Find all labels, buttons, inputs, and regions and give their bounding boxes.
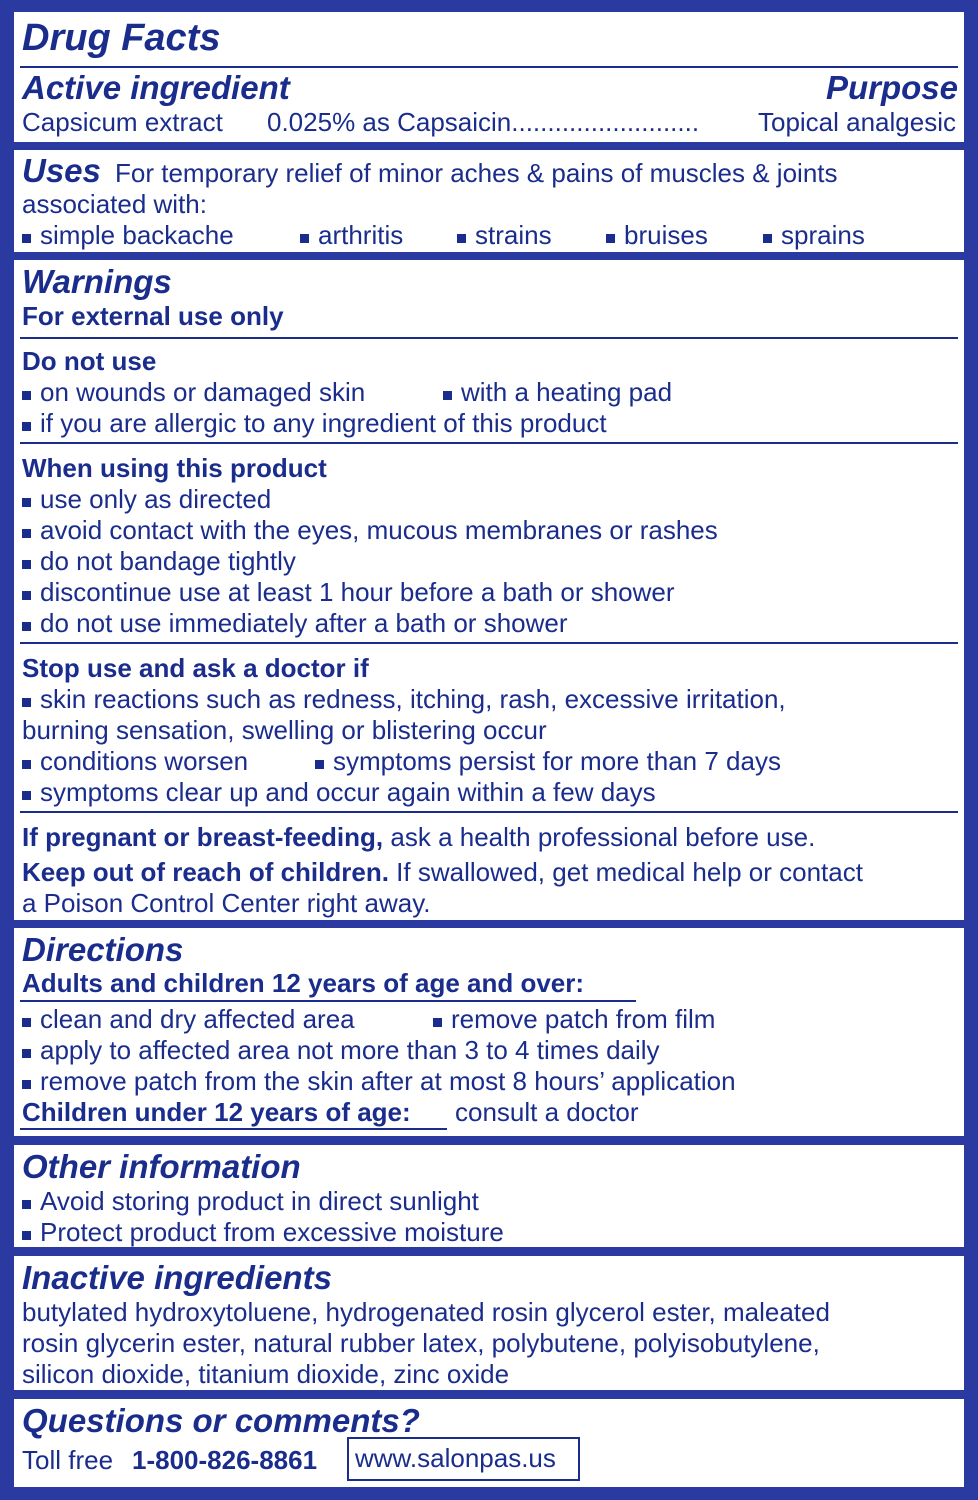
directions-children-bold: Children under 12 years of age:: [22, 1097, 411, 1127]
when-using-item: use only as directed: [22, 486, 271, 512]
inactive-ingredients-line: rosin glycerin ester, natural rubber latex, polybutene, polyisobutylene,: [22, 1328, 820, 1358]
warnings-divider: [20, 811, 958, 813]
keep-out-warning-text: If swallowed, get medical help or contact: [396, 857, 863, 887]
toll-free-label: Toll free: [22, 1445, 114, 1475]
directions-item: remove patch from film: [433, 1006, 715, 1032]
uses-item: simple backache: [22, 222, 234, 248]
uses-item: sprains: [763, 222, 865, 248]
keep-out-warning-line2: a Poison Control Center right away.: [22, 888, 431, 918]
active-ingredient-name: Capsicum extract: [22, 107, 223, 137]
directions-heading: Directions: [22, 931, 184, 968]
stop-use-item: symptoms clear up and occur again within a few days: [22, 779, 656, 805]
when-using-item: do not use immediately after a bath or shower: [22, 610, 568, 636]
questions-panel: [14, 1399, 964, 1487]
when-using-heading: When using this product: [22, 453, 327, 483]
do-not-use-item: if you are allergic to any ingredient of this product: [22, 410, 607, 436]
do-not-use-heading: Do not use: [22, 346, 157, 376]
inactive-ingredients-heading: Inactive ingredients: [22, 1259, 332, 1296]
uses-text-line2: associated with:: [22, 189, 207, 219]
when-using-item: discontinue use at least 1 hour before a bath or shower: [22, 579, 675, 605]
adults-underline: [20, 1000, 636, 1002]
title-divider: [20, 66, 958, 68]
other-information-item: Avoid storing product in direct sunlight: [22, 1188, 479, 1214]
directions-panel: [14, 928, 964, 1136]
inactive-ingredients-line: silicon dioxide, titanium dioxide, zinc oxide: [22, 1359, 510, 1389]
do-not-use-item: on wounds or damaged skin: [22, 379, 365, 405]
warnings-heading: Warnings: [22, 263, 172, 300]
inactive-ingredients-panel: [14, 1256, 964, 1390]
directions-adults: Adults and children 12 years of age and over:: [22, 968, 585, 998]
warnings-divider: [20, 337, 958, 339]
active-ingredient-heading: Active ingredient: [22, 69, 290, 106]
inactive-ingredients-line: butylated hydroxytoluene, hydrogenated rosin glycerol ester, maleated: [22, 1297, 830, 1327]
website-link[interactable]: www.salonpas.us: [355, 1443, 556, 1473]
uses-panel: [14, 150, 964, 252]
when-using-item: do not bandage tightly: [22, 548, 296, 574]
keep-out-warning-bold: Keep out of reach of children.: [22, 857, 389, 887]
pregnant-warning-bold: If pregnant or breast-feeding,: [22, 822, 384, 852]
other-information-panel: [14, 1145, 964, 1247]
stop-use-heading: Stop use and ask a doctor if: [22, 653, 369, 683]
warnings-divider: [20, 642, 958, 644]
directions-item: apply to affected area not more than 3 to 4 times daily: [22, 1037, 660, 1063]
warnings-panel: [14, 260, 964, 920]
pregnant-warning-text: ask a health professional before use.: [390, 822, 816, 852]
directions-item: clean and dry affected area: [22, 1006, 355, 1032]
external-use-only: For external use only: [22, 301, 284, 331]
pregnant-warning: [22, 824, 815, 850]
uses-item: strains: [457, 222, 552, 248]
stop-use-item-continued: burning sensation, swelling or blistering occur: [22, 715, 547, 745]
active-ingredient-panel: [14, 12, 964, 142]
uses-text-line1: For temporary relief of minor aches & pains of muscles & joints: [115, 158, 838, 188]
children-underline: [20, 1128, 447, 1130]
purpose-heading: Purpose: [825, 69, 958, 106]
other-information-heading: Other information: [22, 1148, 301, 1185]
questions-heading: Questions or comments?: [22, 1402, 420, 1439]
drug-facts-title: Drug Facts: [22, 17, 221, 59]
uses-item: arthritis: [300, 222, 403, 248]
uses-item: bruises: [606, 222, 708, 248]
stop-use-item: symptoms persist for more than 7 days: [315, 748, 781, 774]
other-information-item: Protect product from excessive moisture: [22, 1219, 504, 1245]
stop-use-item: skin reactions such as redness, itching, rash, excessive irritation,: [22, 686, 786, 712]
uses-heading: Uses: [22, 152, 101, 189]
stop-use-item: conditions worsen: [22, 748, 248, 774]
directions-item: remove patch from the skin after at most 8 hours’ application: [22, 1068, 736, 1094]
active-ingredient-amount: 0.025% as Capsaicin..........................: [267, 107, 700, 137]
directions-children-text: consult a doctor: [455, 1097, 639, 1127]
do-not-use-item: with a heating pad: [443, 379, 672, 405]
active-ingredient-purpose: Topical analgesic: [757, 107, 956, 137]
keep-out-warning: [22, 859, 863, 885]
when-using-item: avoid contact with the eyes, mucous membranes or rashes: [22, 517, 718, 543]
toll-free-phone[interactable]: 1-800-826-8861: [132, 1445, 318, 1475]
warnings-divider: [20, 442, 958, 444]
